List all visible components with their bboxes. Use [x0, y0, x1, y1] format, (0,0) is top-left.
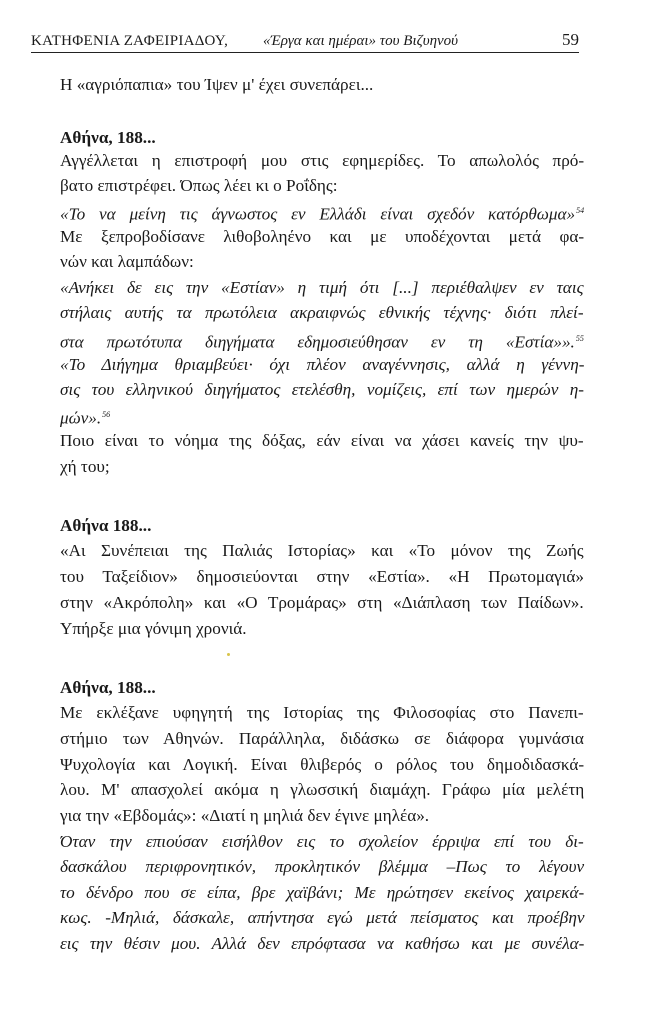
entry-2-line: του Ταξείδιον» δημοσιεύονται στην «Εστία». «Η Πρωτομαγιά» [60, 567, 584, 586]
entry-1-line: χή του; [60, 457, 110, 476]
quote-line: «Το Διήγημα θριαμβεύει· όχι πλέον αναγέννησις, αλλά η γέννη- [60, 355, 585, 374]
footnote-marker: 56 [102, 410, 111, 419]
entry-2-line: «Αι Συνέπειαι της Παλιάς Ιστορίας» και «Το μόνον της Ζωής [60, 541, 584, 560]
entry-2-heading: Αθήνα 188... [60, 516, 152, 535]
entry-1-line: Με ξεπροβοδίσανε λιθοβοληένο και με υποδέχονται μετά φα- [60, 227, 585, 246]
entry-3-line: για την «Εβδομάς»: «Διατί η μηλιά δεν έγινε μηλέα». [60, 806, 430, 825]
entry-1-line: βατο επιστρέφει. Όπως λέει κι ο Ροΐδης: [60, 176, 338, 195]
entry-1-heading: Αθήνα, 188... [60, 128, 156, 147]
entry-1-line: νών και λαμπάδων: [60, 252, 194, 271]
entry-2-line: Υπήρξε μια γόνιμη χρονιά. [60, 619, 247, 638]
quote-line: κως. -Μηλιά, δάσκαλε, απήντησα εγώ μετά πείσματος και προέβην [60, 908, 585, 927]
page-number: 59 [562, 30, 579, 49]
quote-line: το δένδρο που σε είπα, βρε χαϊβάνι; Με ηρώτησεν εκείνος χαιρεκά- [60, 883, 585, 902]
entry-3-line: λου. Μ' απασχολεί ακόμα η γλωσσική διαμάχη. Γράφω μία μελέτη [60, 780, 585, 799]
running-head-author: ΚΑΤΗΦΕΝΙΑ ΖΑΦΕΙΡΙΑΔΟΥ, [31, 33, 229, 49]
footnote-marker: 55 [575, 334, 584, 343]
intro-line: Η «αγριόπαπια» του Ίψεν μ' έχει συνεπάρει... [60, 75, 374, 94]
entry-3-heading: Αθήνα, 188... [60, 678, 156, 697]
running-head [31, 30, 579, 53]
paper-speck [227, 653, 230, 656]
footnote-marker: 54 [576, 206, 585, 215]
entry-3-line: στήμιο των Αθηνών. Παράλληλα, διδάσκω σε διάφορα γυμνάσια [60, 729, 584, 748]
quote-line: στα πρωτότυπα διηγήματα εδημοσιεύθησαν εν τη «Εστία»».$^{55}$ [60, 332, 584, 352]
quote-line: σις του ελληνικού διηγήματος ετελέσθη, νομίζεις, επί των ημερών η- [60, 380, 584, 399]
entry-3-line: Ψυχολογία και Λογική. Είναι θλιβερός ο ρόλος του δημοδιδασκά- [60, 755, 585, 774]
quote-line: στήλαις αυτής τα πρωτόλεια ακραιφνώς εθνικής τέχνης· διότι πλεί- [60, 303, 584, 322]
quote-line: δασκάλου περιφρονητικόν, προκλητικόν βλέμμα –Πως το λέγουν [60, 857, 585, 876]
entry-1-line: Αγγέλλεται η επιστροφή μου στις εφημερίδες. Το απωλολός πρό- [60, 151, 585, 170]
entry-2-line: στην «Ακρόπολη» και «Ο Τρομάρας» στη «Διάπλαση των Παίδων». [60, 593, 584, 612]
running-head-title: «Έργα και ημέραι» του Βιζυηνού [263, 33, 459, 49]
entry-1-line: Ποιο είναι το νόημα της δόξας, εάν είναι να χάσει κανείς την ψυ- [60, 431, 584, 450]
quote-line: μών».$^{56}$ [60, 408, 111, 428]
entry-3-line: Με εκλέξανε υφηγητή της Ιστορίας της Φιλοσοφίας στο Πανεπι- [60, 703, 584, 722]
quote-line: «Ανήκει δε εις την «Εστίαν» η τιμή ότι [...] περιέθαλψεν εν ταις [60, 278, 584, 297]
quote-line: «Το να μείνη τις άγνωστος εν Ελλάδι είναι σχεδόν κατόρθωμα»$^{54}$ [60, 204, 585, 224]
quote-line: εις την θέσιν μου. Αλλά δεν επρόφτασα να καθήσω και με συνέλα- [60, 934, 585, 953]
quote-line: Όταν την επιούσαν εισήλθον εις το σχολείον έρριψα επί του δι- [60, 832, 584, 851]
